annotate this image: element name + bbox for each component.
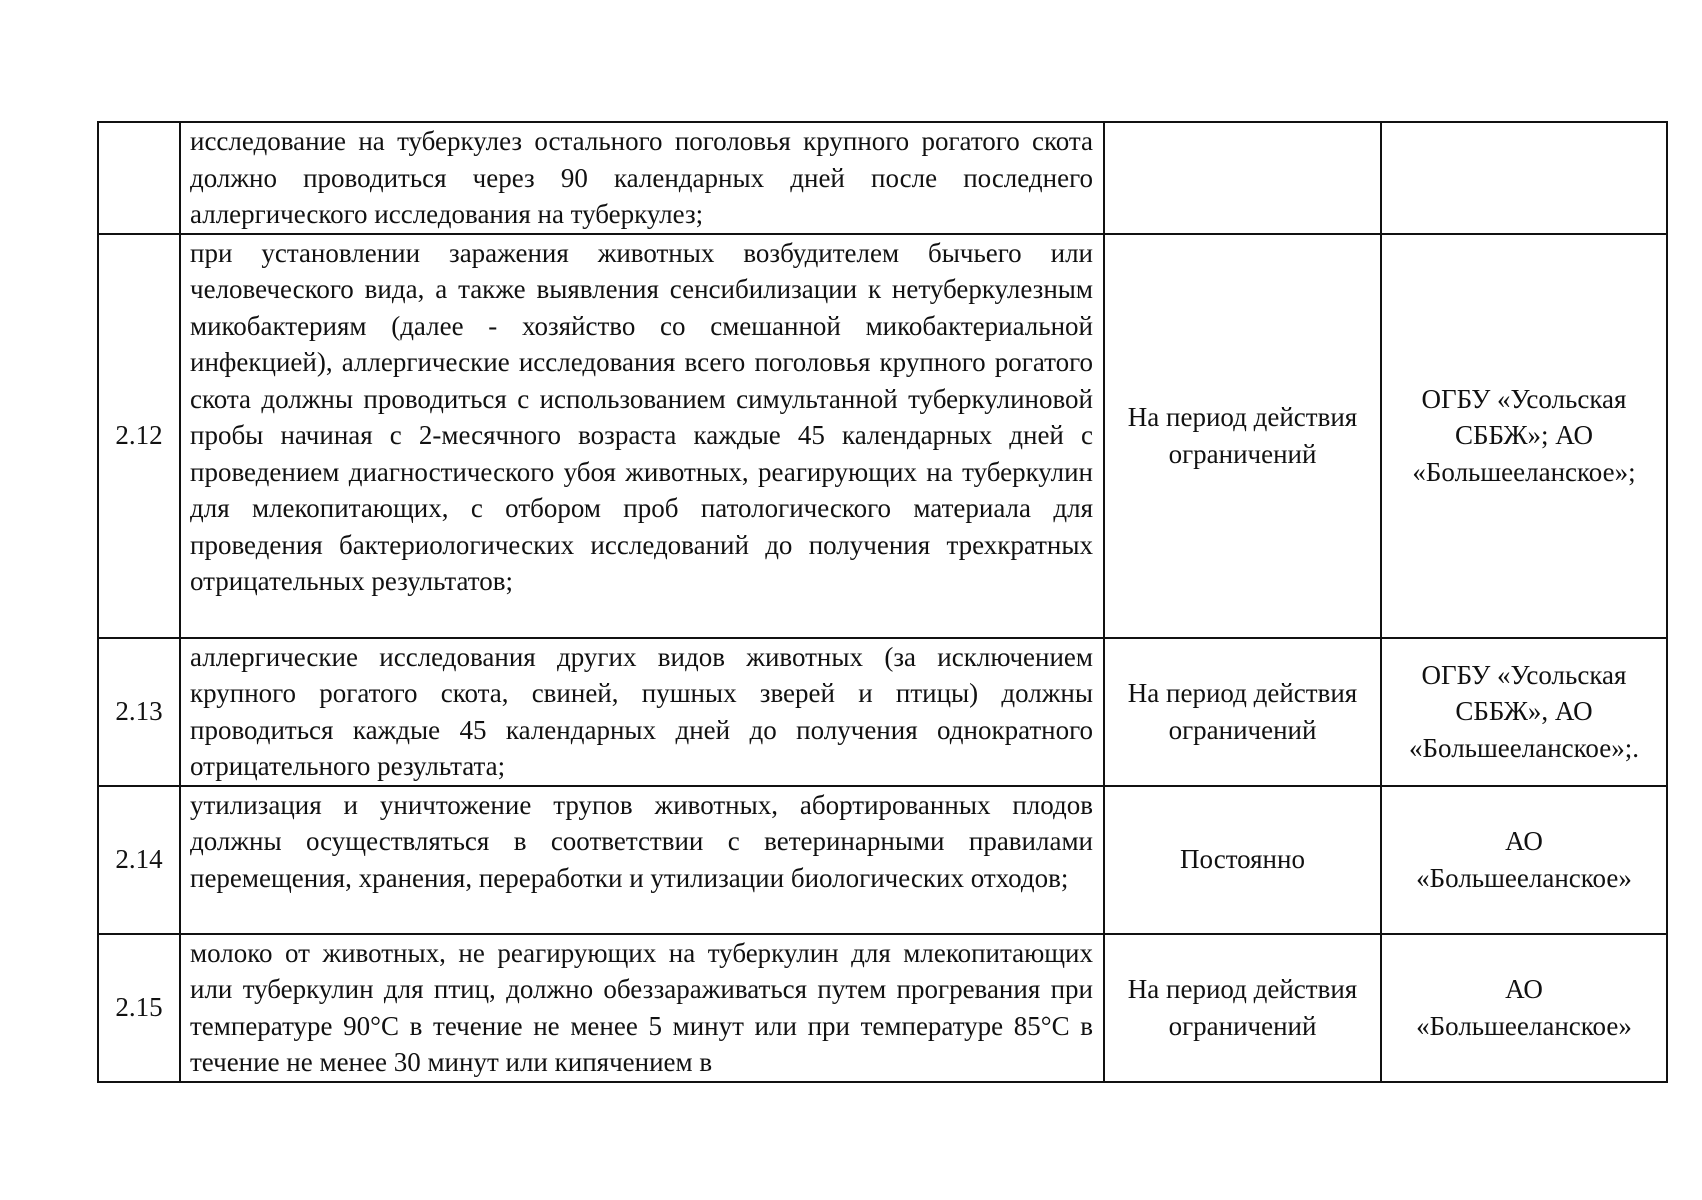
measure-text: исследование на туберкулез остального поголовья крупного рогатого скота должно проводиться через 90 календарных дней после последнего аллергического исследования на туберкулез; (190, 126, 1093, 229)
responsible-text: АО «Большееланское» (1416, 826, 1632, 893)
measure-text-cell (180, 786, 1104, 934)
table-row (98, 122, 1667, 234)
term-cell (1104, 122, 1381, 234)
responsible-text: АО «Большееланское» (1416, 974, 1632, 1041)
measure-text-cell (180, 638, 1104, 786)
responsible-text: ОГБУ «Усольская СББЖ», АО «Большееланское»;. (1409, 659, 1639, 763)
measures-table (97, 121, 1668, 1083)
row-number: 2.13 (98, 638, 180, 786)
measure-text: при установлении заражения животных возбудителем бычьего или человеческого вида, а также выявления сенсибилизации к нетуберкулезным микобактериям (далее - хозяйство со смешанной микобактериальной инфекцией), аллергические исследования всего поголовья крупного рогатого скота должны проводиться с использованием симультанной туберкулиновой пробы начиная с 2-месячного возраста каждые 45 календарных дней с проведением диагностического убоя животных, реагирующих на туберкулин для млекопитающих, с отбором проб патологического материала для проведения бактериологических исследований до получения трехкратных отрицательных результатов; (190, 237, 1093, 596)
responsible-text: ОГБУ «Усольская СББЖ»; АО «Большееланское»; (1412, 383, 1636, 487)
term-text: На период действия ограничений (1127, 974, 1358, 1041)
measure-text: молоко от животных, не реагирующих на туберкулин для млекопитающих или туберкулин для птиц, должно обеззараживаться путем прогревания при температуре 90°С в течение не менее 5 минут или при температуре 85°С в течение не менее 30 минут или кипячением в (190, 937, 1093, 1077)
row-number: 2.14 (98, 786, 180, 934)
term-text: Постоянно (1180, 844, 1305, 875)
term-cell (1104, 934, 1381, 1082)
term-cell (1104, 786, 1381, 934)
responsible-cell (1381, 786, 1667, 934)
measure-text-cell (180, 934, 1104, 1082)
row-number (98, 122, 180, 234)
responsible-cell (1381, 638, 1667, 786)
term-text: На период действия ограничений (1127, 678, 1358, 745)
row-number: 2.12 (98, 234, 180, 638)
table-row (98, 934, 1667, 1082)
term-cell (1104, 638, 1381, 786)
measure-text-cell (180, 122, 1104, 234)
table-row (98, 638, 1667, 786)
table-row (98, 234, 1667, 638)
responsible-cell (1381, 234, 1667, 638)
term-cell (1104, 234, 1381, 638)
responsible-cell (1381, 934, 1667, 1082)
row-number: 2.15 (98, 934, 180, 1082)
measure-text-cell (180, 234, 1104, 638)
table-row (98, 786, 1667, 934)
term-text: На период действия ограничений (1127, 402, 1358, 469)
measure-text: аллергические исследования других видов животных (за исключением крупного рогатого скота, свиней, пушных зверей и птицы) должны проводиться каждые 45 календарных дней до получения однократного отрицательного результата; (190, 641, 1093, 781)
measure-text: утилизация и уничтожение трупов животных, абортированных плодов должны осуществляться в соответствии с ветеринарными правилами перемещения, хранения, переработки и утилизации биологических отходов; (190, 789, 1093, 893)
responsible-cell (1381, 122, 1667, 234)
